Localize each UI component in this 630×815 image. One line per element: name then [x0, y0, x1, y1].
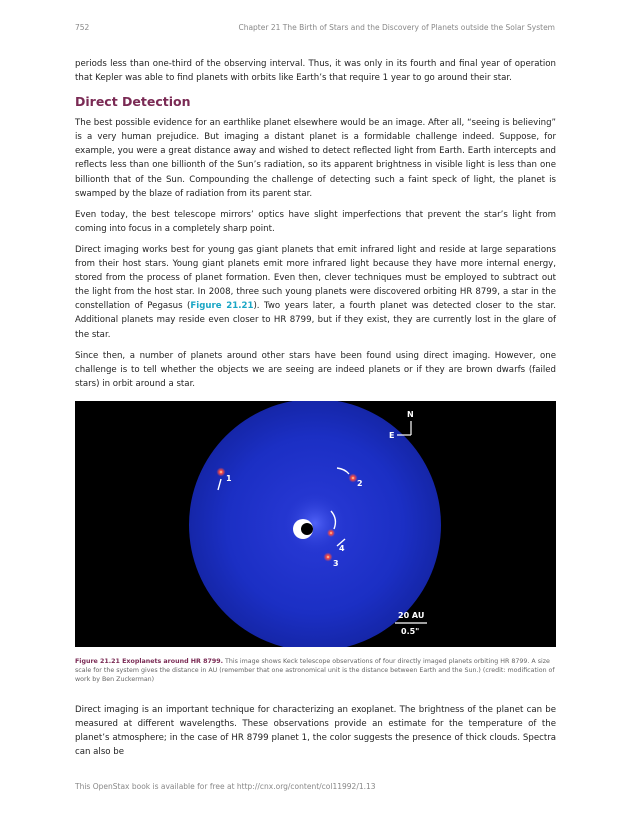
- scale-bar: [395, 611, 427, 636]
- paragraph-3: [75, 243, 556, 342]
- scale-angle: 0.5": [401, 626, 420, 636]
- planet-1-label: 1: [226, 473, 232, 483]
- page-number: 752: [75, 23, 90, 32]
- paragraph-3-text-a: Direct imaging works best for young gas giant planets that emit infrared light and reside at large separations from their host stars. Young giant planets emit more infrared light because they have more internal energy, stored from the process of planet formation. Even then, clever techniques must be employed to subtract out the light from the host star. In 2008, three such young planets were discovered orbiting HR 8799, a star in the constellation of Pegasus (: [75, 244, 556, 312]
- paragraph-4: Since then, a number of planets around other stars have been found using direct imaging. However, one challenge is to tell whether the objects we are seeing are indeed planets or if they are brown dwarfs (failed stars) in orbit around a star.: [75, 350, 556, 389]
- section-heading: Direct Detection: [75, 94, 191, 110]
- paragraph-1: The best possible evidence for an earthlike planet elsewhere would be an image. After all, “seeing is believing” is a very human prejudice. But imaging a distant planet is a formidable challenge indeed. Suppose, for example, you were a great distance away and wished to detect reflected light from Earth. Earth intercepts and reflects less than one billionth of the Sun’s radiation, so its apparent brightness in visible light is less than one billionth that of the Sun. Compounding the challenge of detecting such a faint speck of light, the planet is swamped by the blaze of radiation from its parent star.: [75, 118, 556, 199]
- hr8799-image-svg: [75, 401, 556, 647]
- host-star-core: [301, 523, 313, 535]
- paragraph-intro: periods less than one-third of the observing interval. Thus, it was only in its fourth and final year of operation that Kepler was able to find planets with orbits like Earth’s that require 1 year to go around their star.: [75, 59, 556, 84]
- compass-east: E: [389, 430, 395, 440]
- compass-north: N: [407, 409, 414, 419]
- caption-label: Figure 21.21 Exoplanets around HR 8799.: [75, 657, 224, 665]
- caption-text: This image shows Keck telescope observations of four directly imaged planets orbiting HR 8799. A size scale for the system gives the distance in AU (remember that one astronomical unit is the distance between Earth and the Sun.) (credit: modification of work by Ben Zuckerman): [75, 657, 555, 683]
- paragraph-3-text-b: ). Two years later, a fourth planet was detected closer to the star. Additional planets may reside even closer to HR 8799, but if they exist, they are currently lost in the glare of the star.: [75, 301, 556, 340]
- scale-distance: 20 AU: [398, 610, 425, 620]
- chapter-title: Chapter 21 The Birth of Stars and the Discovery of Planets outside the Solar System: [238, 23, 555, 32]
- planet-2-label: 2: [357, 478, 363, 488]
- compass: [389, 410, 414, 440]
- planet-4-label: 4: [339, 543, 345, 553]
- page-content: [75, 57, 556, 766]
- planet-3-label: 3: [333, 558, 339, 568]
- paragraph-5: Direct imaging is an important technique for characterizing an exoplanet. The brightness of the planet can be measured at different wavelengths. These observations provide an estimate for the temperature of the planet’s atmosphere; in the case of HR 8799 planet 1, the color suggests the presence of thick clouds. Spectra can also be: [75, 704, 556, 758]
- figure-link[interactable]: Figure 21.21: [190, 301, 254, 312]
- paragraph-2: Even today, the best telescope mirrors’ optics have slight imperfections that prevent the star’s light from coming into focus in a completely sharp point.: [75, 209, 556, 234]
- hr8799-image: [75, 401, 556, 647]
- figure-caption: [75, 657, 556, 684]
- footer-text: This OpenStax book is available for free at http://cnx.org/content/col11992/1.13: [75, 782, 376, 791]
